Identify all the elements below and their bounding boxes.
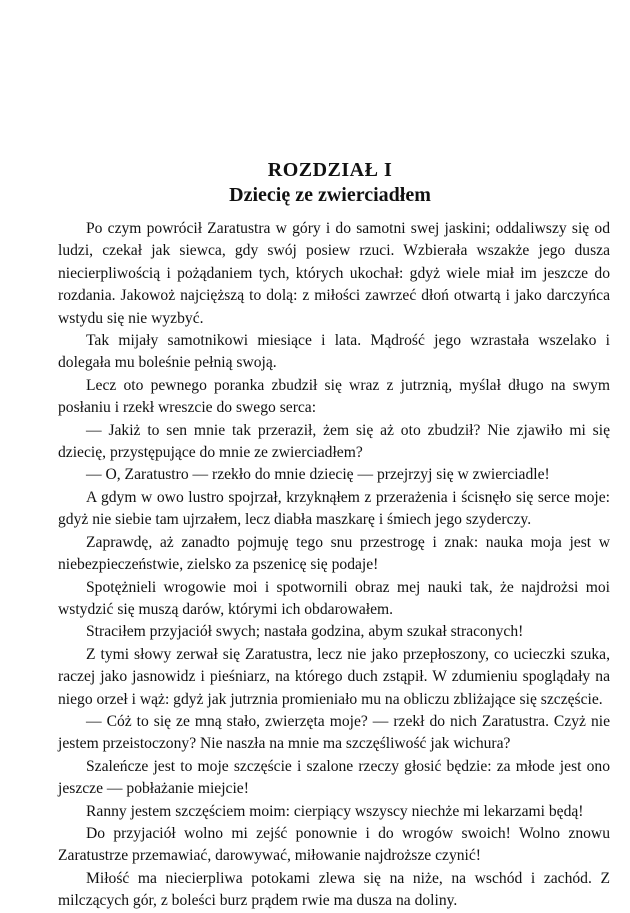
- chapter-number: ROZDZIAŁ I: [267, 159, 393, 181]
- paragraph: Po czym powrócił Zaratustra w góry i do samotni swej jaskini; oddaliwszy się od ludzi, czekał jak siewca, gdy swój posiew rzuci. Wzbierała wszakże jego dusza niecierpliwością i pożądaniem tych, których ukochał: gdyż wiele miał im jeszcze do rozdania. Jakowoż najcięższą to dolą: z miłości zawrzeć dłoń otwartą i jako darczyńca wstydu się nie wyzbyć.: [58, 220, 610, 327]
- paragraph: A gdym w owo lustro spojrzał, krzyknąłem z przerażenia i ścisnęło się serce moje: gdyż nie siebie tam ujrzałem, lecz diabła maszkarę i śmiech jego szyderczy.: [58, 488, 610, 529]
- paragraph: Lecz oto pewnego poranka zbudził się wraz z jutrznią, myślał długo na swym posłaniu i rzekł wreszcie do swego serca:: [58, 376, 610, 417]
- paragraph: — O, Zaratustro — rzekło do mnie dziecię — przejrzyj się w zwierciadle!: [86, 466, 550, 484]
- paragraph: Spotężnieli wrogowie moi i spotwornili obraz mej nauki tak, że najdrożsi moi wstydzić się muszą darów, którymi ich obdarowałem.: [58, 578, 610, 618]
- chapter-heading: [0, 158, 630, 208]
- chapter-body: [58, 218, 610, 913]
- paragraph: — Cóż to się ze mną stało, zwierzęta moje? — rzekł do nich Zaratustra. Czyż nie jestem przeistoczony? Nie naszła na mnie ma szczęśliwość jak wichura?: [58, 712, 610, 753]
- paragraph: Straciłem przyjaciół swych; nastała godzina, abym szukał straconych!: [86, 623, 524, 641]
- paragraph: Do przyjaciół wolno mi zejść ponownie i do wrogów swoich! Wolno znowu Zaratustrze przemawiać, darowywać, miłowanie najdroższe czynić!: [58, 824, 610, 865]
- paragraph: Z tymi słowy zerwał się Zaratustra, lecz nie jako przepłoszony, co ucieczki szuka, raczej jako jasnowidz i pieśniarz, na którego duch zstąpił. W zdumieniu spoglądały na niego orzeł i wąż: gdyż jak jutrznia promieniało mu na obliczu zbliżające się szczęście.: [58, 645, 610, 708]
- chapter-title: Dziecię ze zwierciadłem: [229, 184, 431, 206]
- paragraph: Miłość ma niecierpliwa potokami zlewa się na niże, na wschód i zachód. Z milczących gór, z boleści burz prądem rwie ma dusza na doliny.: [58, 869, 610, 910]
- paragraph: — Jakiż to sen mnie tak przeraził, żem się aż oto zbudził? Nie zjawiło mi się dziecię, przystępujące do mnie ze zwierciadłem?: [58, 421, 610, 462]
- paragraph: Tak mijały samotnikowi miesiące i lata. Mądrość jego wzrastała wszelako i dolegała mu boleśnie pełnią swoją.: [58, 332, 610, 372]
- paragraph: Szaleńcze jest to moje szczęście i szalone rzeczy głosić będzie: za młode jest ono jeszcze — pobłażanie miejcie!: [58, 757, 610, 798]
- paragraph: Ranny jestem szczęściem moim: cierpiący wszyscy niechże mi lekarzami będą!: [86, 802, 584, 820]
- paragraph: Zaprawdę, aż zanadto pojmuję tego snu przestrogę i znak: nauka moja jest w niebezpieczeństwie, zielsko za pszenicę się podaje!: [58, 533, 610, 574]
